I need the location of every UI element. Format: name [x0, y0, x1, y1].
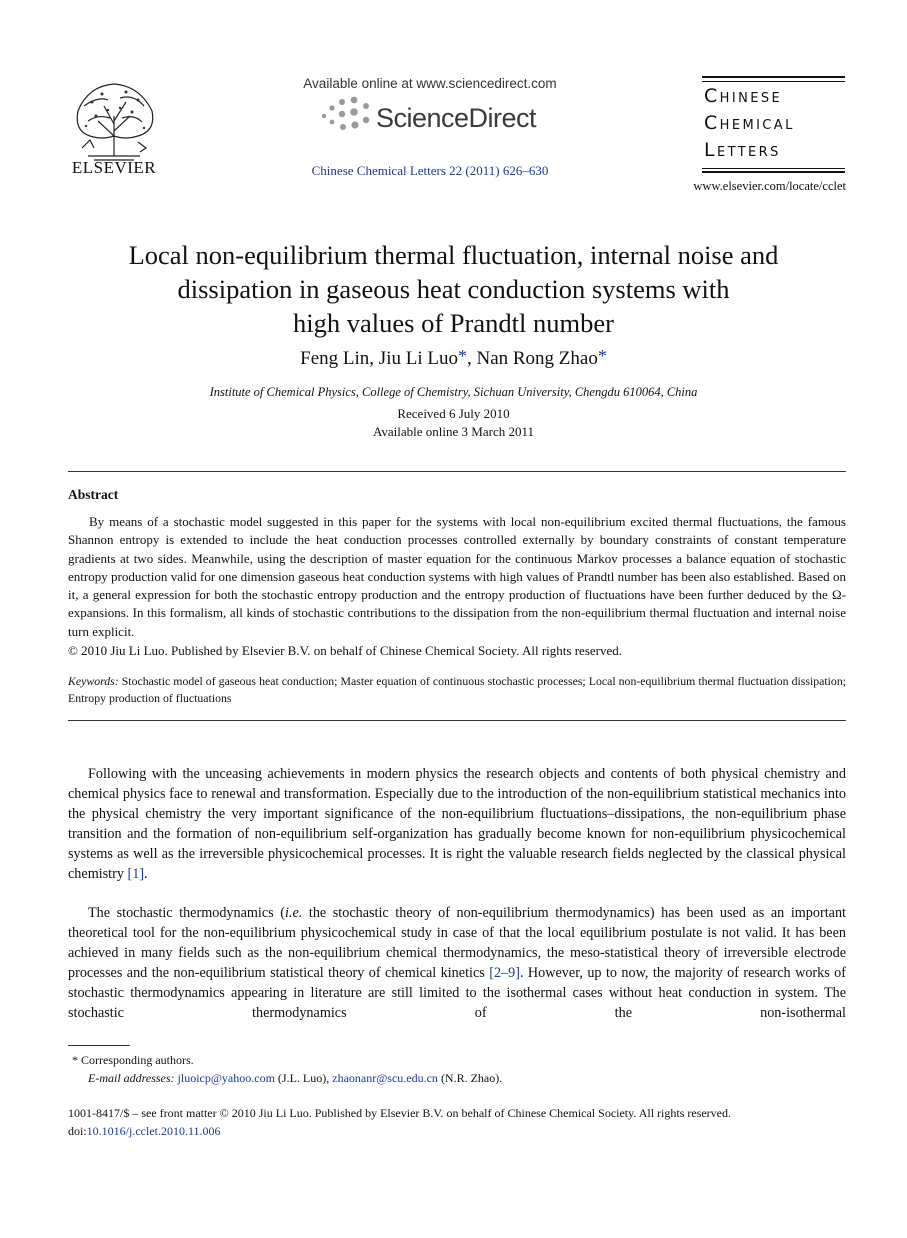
email-owner-zhao: (N.R. Zhao). — [437, 1071, 503, 1085]
article-title — [70, 238, 837, 340]
email-link-zhao[interactable]: zhaonanr@scu.edu.cn — [332, 1071, 438, 1085]
email-owner-luo: (J.L. Luo), — [274, 1071, 333, 1085]
para1-end: . — [144, 865, 148, 882]
corresponding-authors-note: * Corresponding authors. — [72, 1053, 194, 1067]
title-top-rule-thin — [702, 81, 845, 82]
author-feng-lin: Feng Lin, — [300, 348, 379, 369]
journal-url[interactable]: www.elsevier.com/locate/cclet — [693, 179, 846, 193]
author-list — [70, 348, 837, 370]
affiliation: Institute of Chemical Physics, College of Chemistry, Sichuan University, Chengdu 610064, China — [209, 385, 698, 399]
journal-reference-link[interactable]: Chinese Chemical Letters 22 (2011) 626–630 — [311, 163, 549, 178]
citation-link[interactable]: [2–9] — [489, 964, 520, 981]
title-line-1: Local non-equilibrium thermal fluctuation, internal noise and — [128, 240, 779, 270]
divider — [68, 720, 846, 721]
available-online-banner: Available online at www.sciencedirect.com — [303, 76, 557, 91]
keywords-list: Stochastic model of gaseous heat conduction; Master equation of continuous stochastic processes; Local non-equilibrium thermal fluctuation dissipation; Entropy production of fluctuations — [68, 674, 846, 705]
email-link-luo[interactable]: jluoicp@yahoo.com — [177, 1071, 275, 1085]
para2-text-c: . However, up to now, the majority of research works of stochastic thermodynamics appearing in literature are still limited to the isothermal cases without heat conduction in system. The stochastic thermodynamics of the non-isothermal — [68, 964, 846, 1021]
divider — [68, 471, 846, 472]
para2-ie: i.e. — [284, 905, 303, 921]
footnote-divider — [68, 1045, 130, 1046]
para1-text: Following with the unceasing achievements in modern physics the research objects and contents of both physical chemistry and chemical physics face to renewal and transformation. Especially due to the introduction of the non-equilibrium statistical mechanics into the physical chemistry the very important significance of the non-equilibrium fluctuations–dissipations, the non-equilibrium phase transition and the formation of non-equilibrium self-organization has gradually become known for non-equilibrium physicochemical systems as well as the irreversible physicochemical processes. It is right the valuable research fields neglected by the classical physical chemistry — [68, 766, 846, 882]
email-label: E-mail addresses: — [88, 1071, 175, 1085]
body-paragraph-2 — [68, 904, 846, 1023]
author-jiu-li-luo: Jiu Li Luo — [378, 348, 458, 369]
title-line-2: dissipation in gaseous heat conduction systems with — [177, 274, 730, 304]
journal-title-line-3: Letters — [704, 139, 781, 161]
abstract-copyright: © 2010 Jiu Li Luo. Published by Elsevier B.V. on behalf of Chinese Chemical Society. All rights reserved. — [68, 643, 622, 658]
title-line-3: high values of Prandtl number — [293, 308, 614, 338]
para2-text-a: The stochastic thermodynamics ( — [88, 905, 285, 921]
doi-line — [68, 1124, 221, 1139]
keywords — [68, 673, 846, 707]
email-addresses — [88, 1071, 502, 1086]
keywords-label: Keywords: — [68, 674, 119, 688]
doi-label: doi: — [68, 1124, 87, 1138]
abstract-body: By means of a stochastic model suggested in this paper for the systems with local non-equilibrium excited thermal fluctuations, the famous Shannon entropy is extended to include the heat conduction processes controlled externally by boundary constraints of constant temperature gradients at two sides. Meanwhile, using the description of master equation for the continuous Markov processes a balance equation of stochastic entropy production valid for one dimension gaseous heat conduction systems with high values of Prandtl number has been also established. Based on it, a general expression for both the stochastic entropy production and the entropy production of fluctuations have been further deduced by the Ω-expansions. In this formalism, all kinds of stochastic contributions to the dissipation from the non-equilibrium thermal fluctuation and internal noise turn explicit. — [68, 514, 846, 639]
doi-link[interactable]: 10.1016/j.cclet.2010.11.006 — [86, 1124, 221, 1138]
elsevier-wordmark: ELSEVIER — [71, 158, 157, 177]
body-paragraph-1 — [68, 765, 846, 884]
para2-text-b: the stochastic theory of non-equilibrium thermodynamics) has been used as an important theoretical tool for the non-equilibrium physicochemical study in case of that the local equilibrium postulate is not valid. It has been achieved in many fields such as the non-equilibrium chemical thermodynamics, the meso-statistical theory of irreversible electrode processes and the non-equilibrium statistical theory of chemical kinetics — [68, 905, 846, 981]
corresponding-author-marker[interactable]: * — [597, 346, 607, 366]
title-top-rule — [702, 76, 845, 78]
title-bottom-rule — [702, 171, 845, 173]
title-bottom-rule-thin — [702, 168, 845, 169]
author-nan-rong-zhao: , Nan Rong Zhao — [466, 348, 598, 369]
issn-copyright-line: 1001-8417/$ – see front matter © 2010 Jiu Li Luo. Published by Elsevier B.V. on behalf of Chinese Chemical Society. All rights reserved. — [68, 1106, 732, 1120]
corresponding-author-marker[interactable]: * — [457, 346, 467, 366]
journal-title-line-1: Chinese — [704, 85, 783, 107]
journal-title-box — [702, 76, 845, 174]
citation-link[interactable]: [1] — [127, 865, 145, 882]
available-online-date: Available online 3 March 2011 — [372, 424, 534, 439]
abstract-heading: Abstract — [68, 487, 119, 502]
journal-title-line-2: Chemical — [704, 112, 795, 134]
received-date: Received 6 July 2010 — [397, 406, 510, 421]
sciencedirect-wordmark: ScienceDirect — [376, 103, 537, 133]
